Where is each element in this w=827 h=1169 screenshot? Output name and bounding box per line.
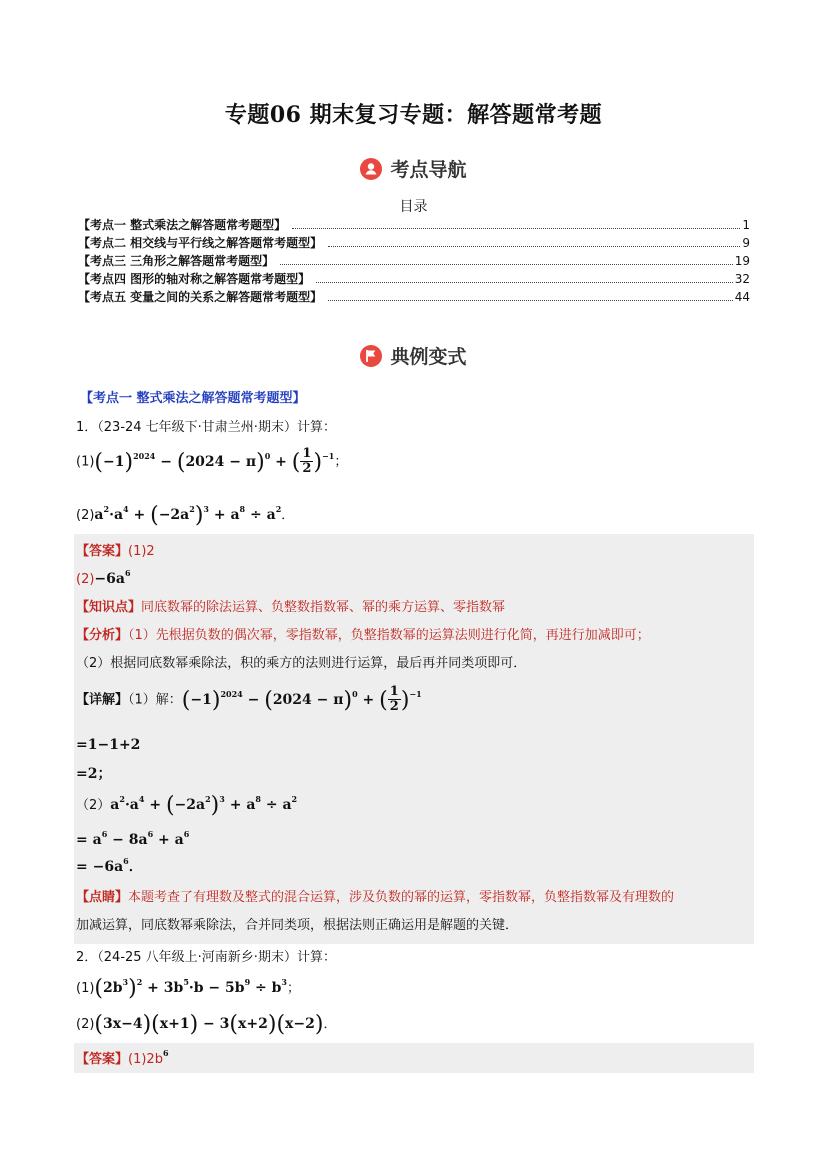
question-1-intro: 1．（23-24 七年级下·甘肃兰州·期末）计算： <box>76 420 336 435</box>
detail-step-4: = $-6a^6$． <box>76 856 143 875</box>
toc-title: 目录 <box>399 199 428 215</box>
topic-heading: 【考点一 整式乘法之解答题常考题型】 <box>80 391 306 406</box>
flag-icon <box>360 345 382 367</box>
analysis-line-2: （2）根据同底数幂乘除法，积的乘方的法则进行运算，最后再并同类项即可． <box>76 656 527 671</box>
analysis-line-1: 【分析】（1）先根据负数的偶次幂，零指数幂，负整指数幂的运算法则进行化简，再进行加减即可； <box>76 628 650 643</box>
answer-line-1: 【答案】(1)2 <box>76 544 155 559</box>
detail-step-3: = $a^6 - 8a^6 + a^6$ <box>76 829 190 848</box>
knowledge-line: 【知识点】同底数幂的除法运算、负整数指数幂、幂的乘方运算、零指数幂 <box>76 600 506 615</box>
comment-line-2: 加减运算，同底数幂乘除法，合并同类项，根据法则正确运用是解题的关键． <box>76 918 519 933</box>
detail-line: 【详解】（1）解：$(-1)^{2024} - (2024 - \pi)^0$ + ( $\frac{1}{2}$ )$^{-1}$ <box>76 684 422 714</box>
examples-heading <box>0 342 827 369</box>
question-2-part-1: $(1)(2b^3)^2 + 3b^5\cdot b - 5b^9 \div b^3$； <box>76 976 301 1001</box>
comment-line-1: 【点睛】本题考查了有理数及整式的混合运算，涉及负数的幂的运算，零指数幂，负整指数幂及有理数的 <box>76 890 675 905</box>
nav-heading <box>0 155 827 182</box>
toc-item[interactable]: 【考点二 相交线与平行线之解答题常考题型】 9 <box>78 236 750 250</box>
question-1-part-2: $(2)a^2\cdot a^4 + (-2a^2)^3 + a^8 \div a^2$． <box>76 503 295 528</box>
question-2-intro: 2．（24-25 八年级上·河南新乡·期末）计算： <box>76 950 336 965</box>
answer-block-2 <box>74 1043 754 1073</box>
toc-item[interactable]: 【考点五 变量之间的关系之解答题常考题型】 44 <box>78 290 750 304</box>
person-badge-icon <box>360 158 382 180</box>
answer-line-2: $(2)-6a^6$ <box>76 568 131 587</box>
detail-step-1: =1−1+2 <box>76 737 141 753</box>
toc-item[interactable]: 【考点四 图形的轴对称之解答题常考题型】 32 <box>78 272 750 286</box>
detail-step-2: =2； <box>76 766 112 782</box>
question-1-part-1: $(1)(-1)^{2024} - (2024 - \pi)^0$ + ( $\frac{1}{2}$ )$^{-1}$； <box>76 446 348 476</box>
toc-item[interactable]: 【考点一 整式乘法之解答题常考题型】 1 <box>78 218 750 232</box>
nav-heading-text: 考点导航 <box>390 159 467 181</box>
examples-heading-text: 典例变式 <box>390 346 467 368</box>
table-of-contents <box>78 216 750 306</box>
question-2-part-2: (2)(3x−4)(x+1) − 3(x+2)(x−2)． <box>76 1012 337 1037</box>
detail-part-2: $(2)a^2\cdot a^4 + (-2a^2)^3 + a^8 \div a^2$ <box>76 793 298 818</box>
page-title: 专题06 期末复习专题：解答题常考题 <box>224 102 603 128</box>
answer-2-line: 【答案】$(1)2b^6$ <box>76 1048 169 1067</box>
toc-item[interactable]: 【考点三 三角形之解答题常考题型】 19 <box>78 254 750 268</box>
